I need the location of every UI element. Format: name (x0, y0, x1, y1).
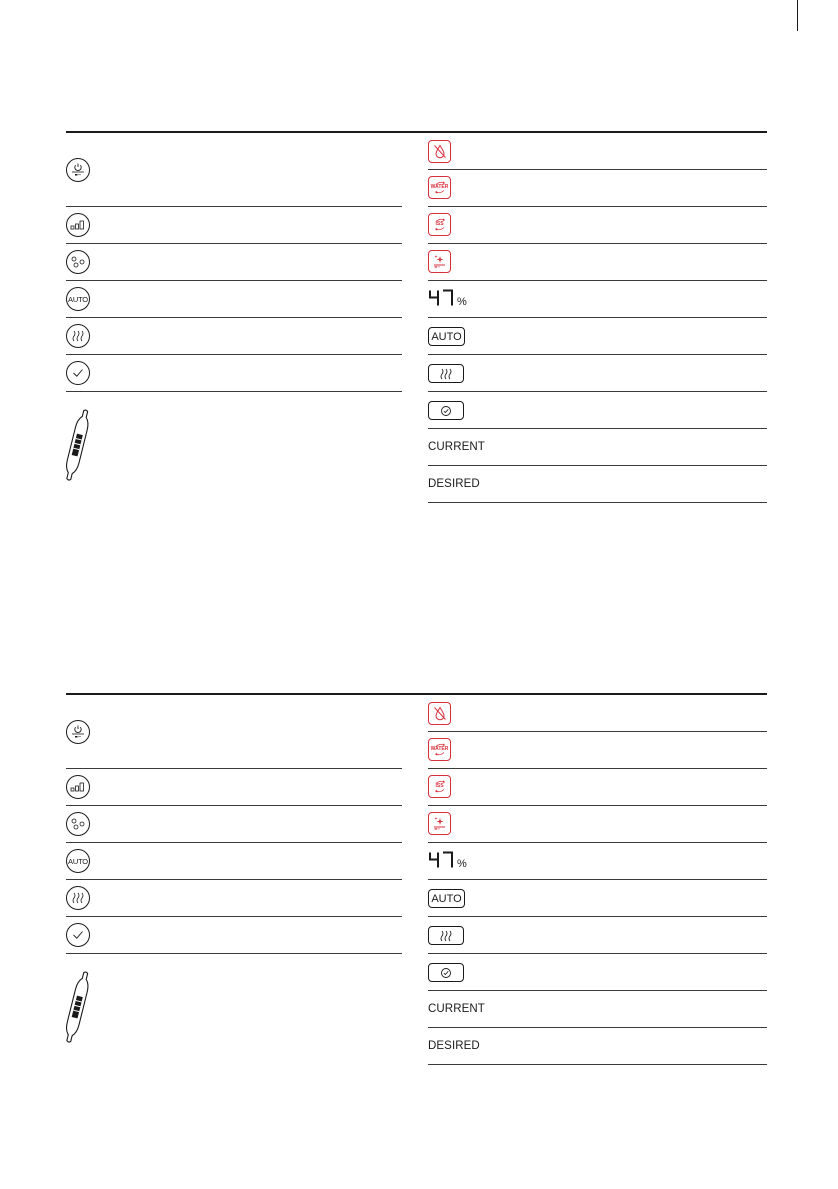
no-water-indicator-icon (428, 140, 451, 163)
legend-row (428, 806, 767, 843)
auto-indicator-icon (428, 327, 465, 346)
legend-row (66, 880, 402, 917)
water-label: WATER (430, 746, 449, 752)
legend-row (428, 355, 767, 392)
auto-mode-icon (66, 287, 90, 311)
legend-row (428, 207, 767, 244)
legend-row (428, 695, 767, 732)
desired-label: DESIRED (428, 1040, 480, 1052)
no-water-indicator-icon (428, 702, 451, 725)
auto-button-label: AUTO (68, 856, 88, 866)
legend-row (428, 769, 767, 806)
auto-mode-icon (66, 849, 90, 873)
legend-row (428, 281, 767, 318)
sanitize-indicator-icon (428, 250, 451, 273)
legend-row (66, 281, 402, 318)
legend-row (66, 392, 402, 492)
legend-row (66, 244, 402, 281)
button-icons-column (66, 133, 402, 492)
power-filter-button-icon (66, 158, 90, 182)
current-label: CURRENT (428, 1003, 485, 1015)
water-label: WATER (430, 184, 449, 190)
confirm-icon (66, 361, 90, 385)
icon-legend-panel-1 (66, 131, 767, 503)
display-icons-column (428, 133, 767, 503)
legend-row (66, 769, 402, 806)
legend-row (428, 133, 767, 170)
water-change-indicator-icon (428, 176, 451, 199)
legend-row (66, 355, 402, 392)
desired-label: DESIRED (428, 478, 480, 490)
legend-row (66, 843, 402, 880)
legend-row (66, 133, 402, 207)
legend-row (428, 1028, 767, 1065)
auto-indicator-label: AUTO (431, 892, 462, 905)
heat-indicator-icon (428, 926, 464, 945)
legend-row (428, 318, 767, 355)
sanitize-indicator-icon (428, 812, 451, 835)
auto-indicator-icon (428, 889, 465, 908)
heat-icon (66, 324, 90, 348)
remote-control-icon (64, 968, 90, 1052)
legend-row (428, 244, 767, 281)
page-edge-mark (797, 0, 798, 31)
legend-row (428, 392, 767, 429)
iss-label: ISS (435, 783, 444, 789)
auto-indicator-label: AUTO (431, 330, 462, 343)
legend-row (428, 170, 767, 207)
legend-row (428, 466, 767, 503)
legend-row (66, 318, 402, 355)
legend-row (428, 917, 767, 954)
button-icons-column (66, 695, 402, 1054)
iss-cleaning-indicator-icon (428, 213, 451, 236)
power-filter-button-icon (66, 720, 90, 744)
iss-cleaning-indicator-icon (428, 775, 451, 798)
fan-speed-icon (66, 213, 90, 237)
iss-label: ISS (435, 221, 444, 227)
auto-button-label: AUTO (68, 294, 88, 304)
current-label: CURRENT (428, 441, 485, 453)
humidity-unit: % (457, 858, 467, 870)
legend-row (428, 732, 767, 769)
legend-row (428, 991, 767, 1028)
legend-row (428, 954, 767, 991)
display-icons-column (428, 695, 767, 1065)
timer-indicator-icon (428, 401, 464, 420)
confirm-icon (66, 923, 90, 947)
humidity-unit: % (457, 296, 467, 308)
fan-speed-icon (66, 775, 90, 799)
water-change-indicator-icon (428, 738, 451, 761)
legend-row (66, 207, 402, 244)
legend-row (428, 880, 767, 917)
segment-digits (428, 851, 456, 869)
icon-legend-panel-2 (66, 693, 767, 1065)
heat-icon (66, 886, 90, 910)
humidity-display-icon (428, 851, 467, 869)
legend-row (66, 917, 402, 954)
humidity-display-icon (428, 289, 467, 307)
segment-digits (428, 289, 456, 307)
ionizer-icon (66, 812, 90, 836)
legend-row (66, 954, 402, 1054)
timer-indicator-icon (428, 963, 464, 982)
ionizer-icon (66, 250, 90, 274)
heat-indicator-icon (428, 364, 464, 383)
legend-row (66, 695, 402, 769)
legend-row (428, 429, 767, 466)
legend-row (428, 843, 767, 880)
legend-row (66, 806, 402, 843)
remote-control-icon (64, 406, 90, 490)
